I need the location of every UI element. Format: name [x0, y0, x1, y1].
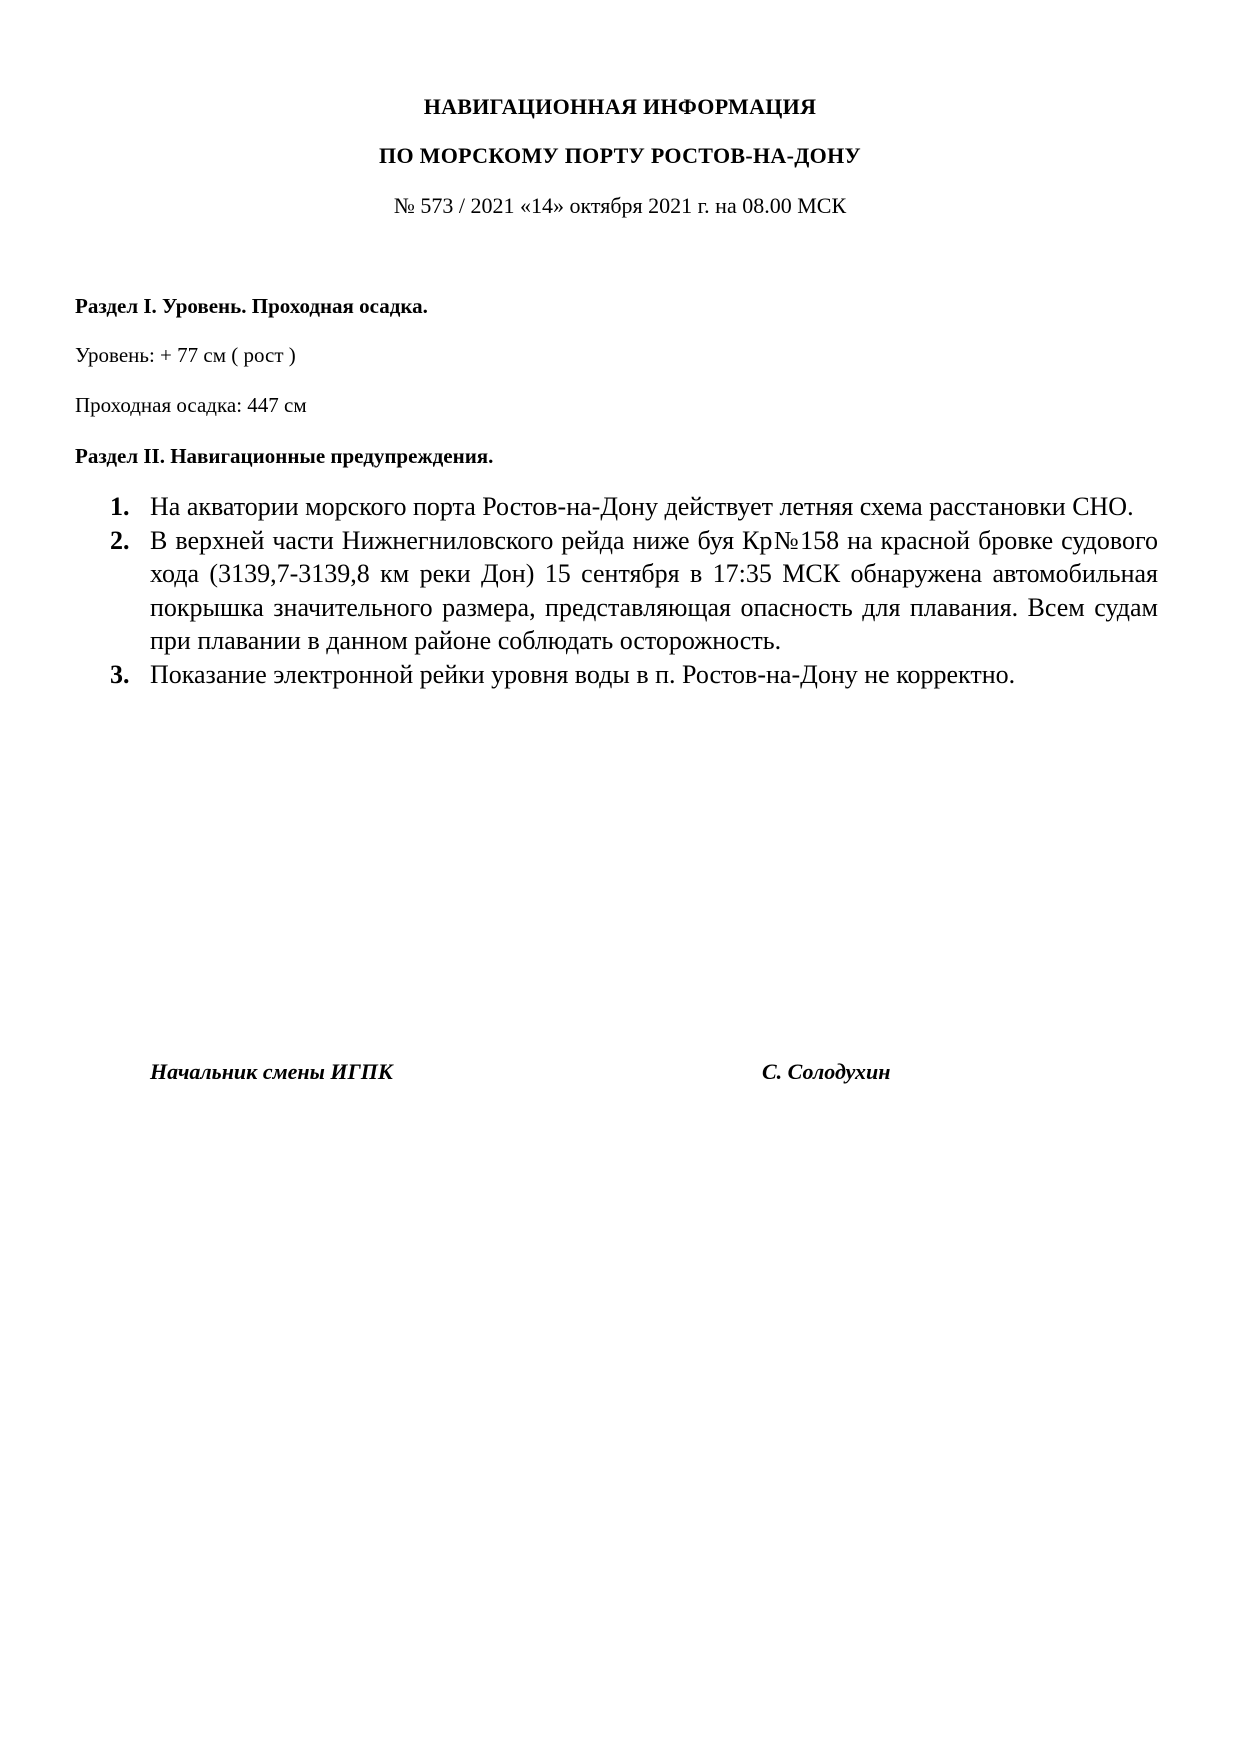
list-item	[110, 658, 1158, 692]
list-item-text: На акватории морского порта Ростов-на-Дону действует летняя схема расстановки СНО.	[150, 492, 1134, 521]
signature-name: С. Солодухин	[762, 1059, 891, 1084]
list-item-text: В верхней части Нижнегниловского рейда ниже буя Кр№158 на красной бровке судового хода (3139,7-3139,8 км реки Дон) 15 сентября в 17:35 МСК обнаружена автомобильная покрышка значительного размера, представляющая опасность для плавания. Всем судам при плавании в данном районе соблюдать осторожность.	[150, 525, 1158, 655]
issue-number-date: № 573 / 2021 «14» октября 2021 г. на 08.00 МСК	[393, 193, 847, 218]
document-title: НАВИГАЦИОННАЯ ИНФОРМАЦИЯ	[423, 94, 817, 119]
document-subtitle: ПО МОРСКОМУ ПОРТУ РОСТОВ-НА-ДОНУ	[379, 143, 861, 168]
water-level: Уровень: + 77 см ( рост )	[75, 343, 296, 367]
list-item	[110, 490, 1158, 524]
signature-position: Начальник смены ИГПК	[150, 1059, 393, 1084]
list-item-number: 3.	[110, 659, 130, 689]
list-item-text: Показание электронной рейки уровня воды в п. Ростов-на-Дону не корректно.	[150, 659, 1016, 689]
list-item	[110, 524, 1158, 658]
passing-draft: Проходная осадка: 447 см	[75, 393, 307, 417]
list-item-number: 2.	[110, 525, 130, 555]
section1-heading: Раздел I. Уровень. Проходная осадка.	[75, 294, 428, 318]
warnings-list	[110, 490, 1158, 691]
section2-heading: Раздел II. Навигационные предупреждения.	[75, 444, 494, 468]
list-item-number: 1.	[110, 492, 130, 521]
